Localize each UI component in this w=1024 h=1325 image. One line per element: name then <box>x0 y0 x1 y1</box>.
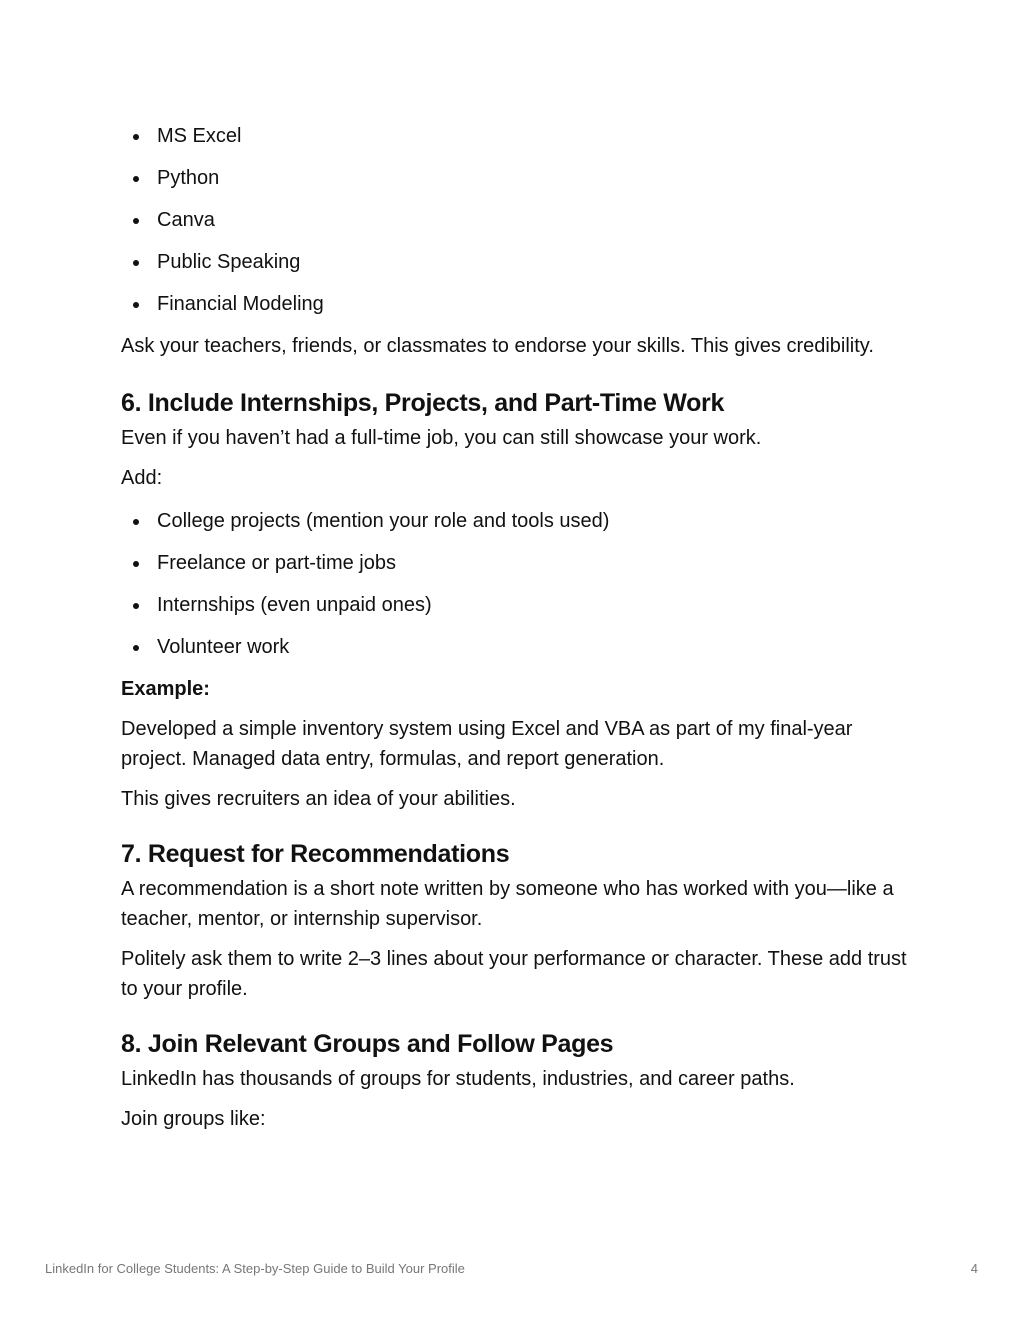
list-item: Financial Modeling <box>121 289 921 319</box>
page-number: 4 <box>970 1261 978 1276</box>
section-8-heading: 8. Join Relevant Groups and Follow Pages <box>121 1030 614 1058</box>
section-6-heading: 6. Include Internships, Projects, and Part-Time Work <box>121 389 725 417</box>
list-item: Volunteer work <box>121 632 921 662</box>
section-7-para-1: A recommendation is a short note written by someone who has worked with you—like a teacher, mentor, or internship supervisor. <box>121 878 894 930</box>
list-item: Public Speaking <box>121 247 921 277</box>
list-item: College projects (mention your role and tools used) <box>121 506 921 536</box>
skills-list <box>121 121 921 319</box>
example-label: Example: <box>121 678 210 700</box>
section-6-closing: This gives recruiters an idea of your abilities. <box>121 788 516 810</box>
list-item: Internships (even unpaid ones) <box>121 590 921 620</box>
section-7-heading: 7. Request for Recommendations <box>121 840 510 868</box>
section-6-intro: Even if you haven’t had a full-time job, you can still showcase your work. <box>121 427 762 449</box>
section-7-para-2: Politely ask them to write 2–3 lines about your performance or character. These add trust to your profile. <box>121 948 907 1000</box>
list-item: Freelance or part-time jobs <box>121 548 921 578</box>
list-item: Canva <box>121 205 921 235</box>
list-item: MS Excel <box>121 121 921 151</box>
page-body <box>121 120 921 1134</box>
list-item: Python <box>121 163 921 193</box>
section-8-para-1: LinkedIn has thousands of groups for students, industries, and career paths. <box>121 1068 795 1090</box>
add-label: Add: <box>121 467 163 489</box>
work-list <box>121 506 921 662</box>
footer-title: LinkedIn for College Students: A Step-by-Step Guide to Build Your Profile <box>45 1261 465 1276</box>
example-text: Developed a simple inventory system using Excel and VBA as part of my final-year project. Managed data entry, formulas, and report generation. <box>121 718 853 770</box>
endorse-paragraph: Ask your teachers, friends, or classmates to endorse your skills. This gives credibility. <box>121 335 874 357</box>
section-8-para-2: Join groups like: <box>121 1108 266 1130</box>
